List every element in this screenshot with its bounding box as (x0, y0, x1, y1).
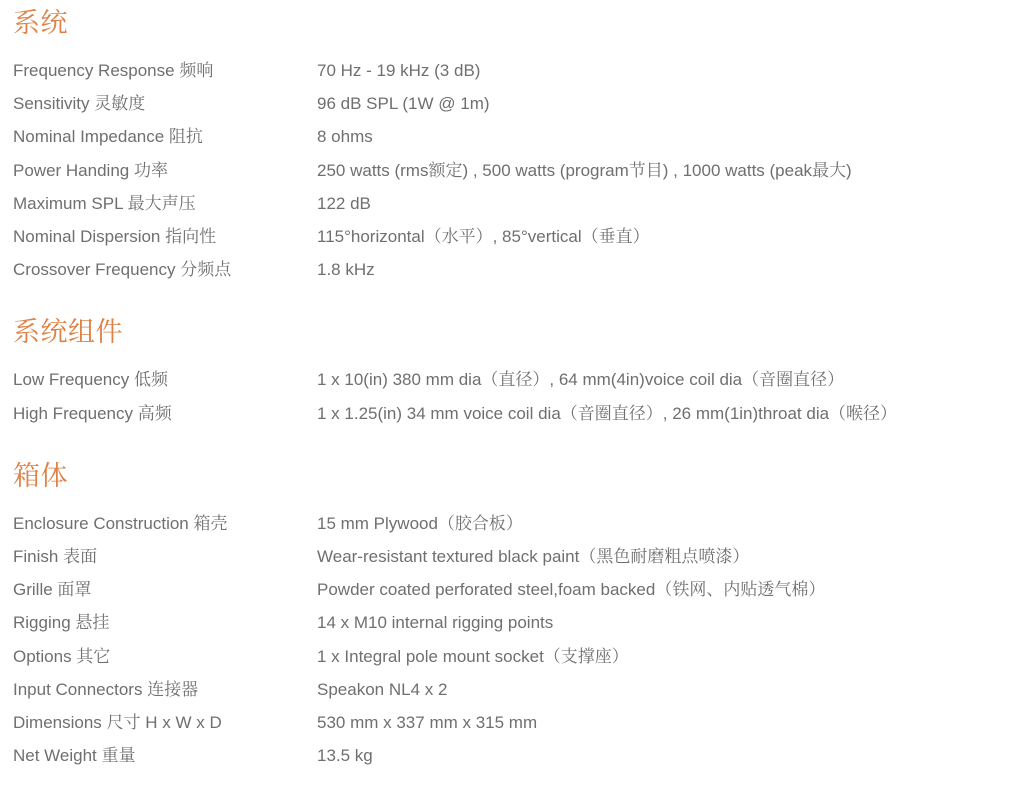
spec-value: 14 x M10 internal rigging points (317, 613, 554, 633)
spec-label: Crossover Frequency 分频点 (13, 260, 232, 280)
spec-label: High Frequency 高频 (13, 403, 172, 423)
spec-value: 1 x Integral pole mount socket（支撑座） (317, 646, 629, 666)
spec-row (13, 673, 1014, 706)
spec-label: Enclosure Construction 箱壳 (13, 513, 228, 533)
spec-value: 250 watts (rms额定) , 500 watts (program节目) , 1000 watts (peak最大) (317, 160, 852, 180)
spec-value: 15 mm Plywood（胶合板） (317, 513, 523, 533)
spec-label: Grille 面罩 (13, 580, 92, 600)
spec-row (13, 706, 1014, 739)
spec-value: Speakon NL4 x 2 (317, 679, 448, 699)
spec-value: 122 dB (317, 193, 371, 213)
section-title: 系统组件 (13, 317, 123, 348)
spec-value: Wear-resistant textured black paint（黑色耐磨粗点喷漆） (317, 547, 750, 567)
spec-label: Net Weight 重量 (13, 746, 136, 766)
spec-row (13, 540, 1014, 573)
spec-value: 70 Hz - 19 kHz (3 dB) (317, 61, 481, 80)
spec-value: 115°horizontal（水平）, 85°vertical（垂直） (317, 227, 650, 247)
spec-row (13, 507, 1014, 540)
spec-row (13, 154, 1014, 187)
section-title: 系统 (13, 8, 68, 38)
spec-label: Sensitivity 灵敏度 (13, 94, 146, 114)
spec-value: 1.8 kHz (317, 260, 375, 280)
spec-value: 96 dB SPL (1W @ 1m) (317, 94, 490, 114)
spec-row (13, 87, 1014, 120)
spec-value: Powder coated perforated steel,foam backed（铁网、内贴透气棉） (317, 580, 826, 600)
spec-label: Frequency Response 频响 (13, 61, 214, 80)
section-title: 箱体 (13, 460, 68, 491)
spec-row (13, 739, 1014, 772)
spec-row (13, 187, 1014, 220)
section-system (13, 6, 1014, 286)
spec-value: 530 mm x 337 mm x 315 mm (317, 713, 538, 733)
spec-row (13, 397, 1014, 430)
spec-value: 8 ohms (317, 127, 373, 147)
spec-label: Dimensions 尺寸 H x W x D (13, 713, 222, 733)
spec-label: Maximum SPL 最大声压 (13, 193, 196, 213)
spec-row (13, 640, 1014, 673)
section-enclosure (13, 459, 1014, 773)
spec-row (13, 363, 1014, 396)
spec-label: Rigging 悬挂 (13, 613, 110, 633)
spec-value: 13.5 kg (317, 746, 373, 766)
spec-row (13, 573, 1014, 606)
spec-label: Nominal Impedance 阻抗 (13, 127, 203, 147)
spec-value: 1 x 1.25(in) 34 mm voice coil dia（音圈直径）, 26 mm(1in)throat dia（喉径） (317, 403, 898, 423)
section-system-components (13, 315, 1014, 429)
spec-row (13, 253, 1014, 286)
spec-label: Input Connectors 连接器 (13, 679, 199, 699)
spec-label: Nominal Dispersion 指向性 (13, 227, 217, 247)
spec-row (13, 606, 1014, 639)
spec-label: Finish 表面 (13, 547, 98, 567)
spec-label: Low Frequency 低频 (13, 370, 168, 390)
spec-row (13, 54, 1014, 87)
spec-value: 1 x 10(in) 380 mm dia（直径）, 64 mm(4in)voice coil dia（音圈直径） (317, 370, 845, 390)
spec-row (13, 120, 1014, 153)
spec-label: Options 其它 (13, 646, 111, 666)
spec-label: Power Handing 功率 (13, 160, 168, 180)
spec-row (13, 220, 1014, 253)
